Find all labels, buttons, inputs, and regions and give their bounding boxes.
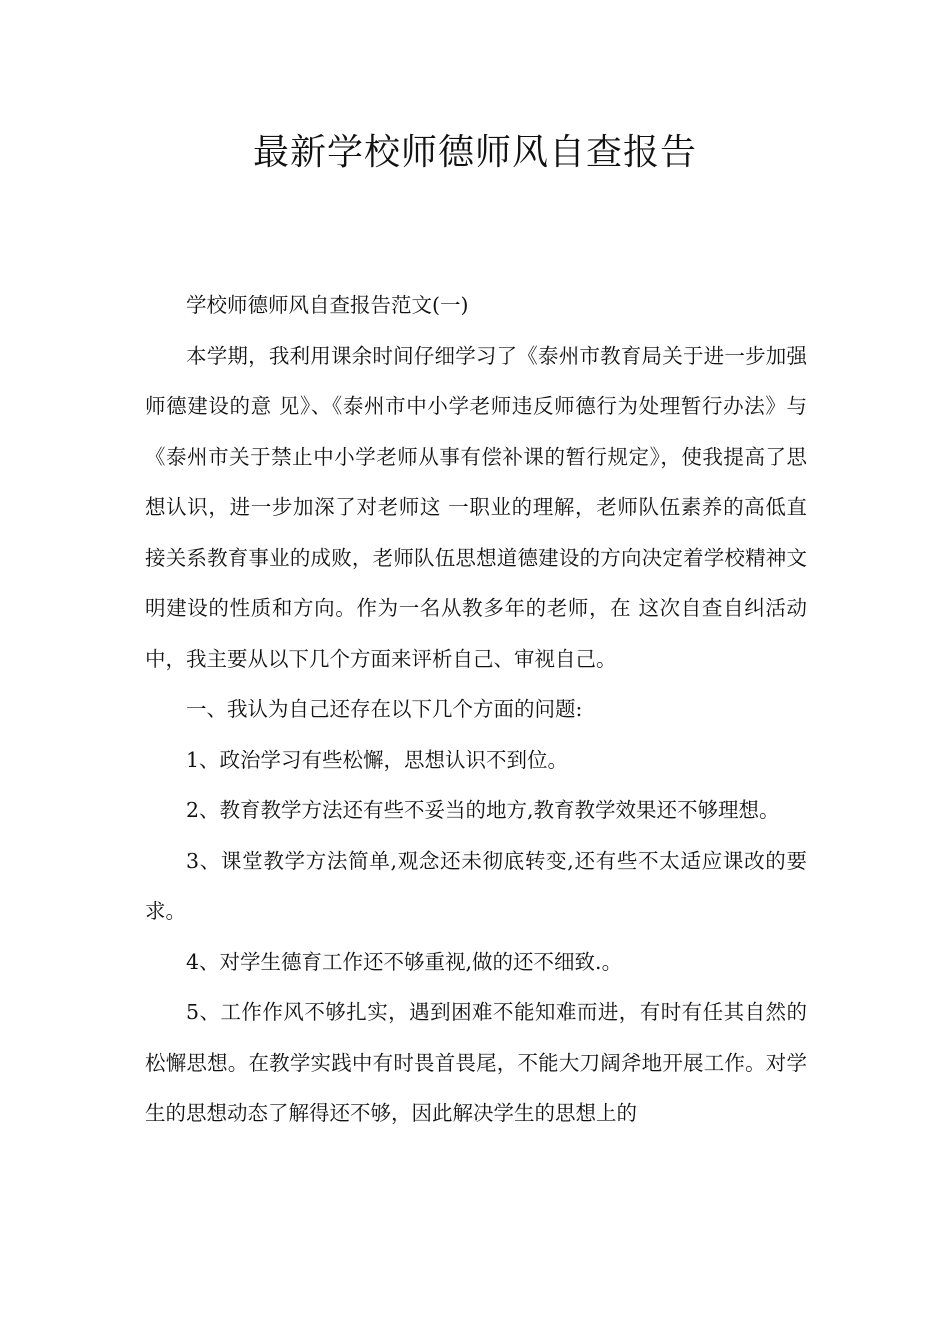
paragraph-item-1: 1、政治学习有些松懈，思想认识不到位。 — [186, 747, 569, 772]
document-body — [145, 280, 807, 1139]
paragraph-item-3: 3、课堂教学方法简单,观念还未彻底转变,还有些不太适应课改的要求。 — [145, 848, 807, 923]
paragraph-subtitle: 学校师德师风自查报告范文(一) — [186, 293, 469, 317]
paragraph-item-5: 5、工作作风不够扎实，遇到困难不能知难而进，有时有任其自然的松懈思想。在教学实践中有时畏首畏尾，不能大刀阔斧地开展工作。对学生的思想动态了解得还不够，因此解决学生的思想上的 — [145, 1000, 807, 1125]
paragraph-intro: 本学期，我利用课余时间仔细学习了《泰州市教育局关于进一步加强师德建设的意 见》、《泰州市中小学老师违反师德行为处理暂行办法》与《泰州市关于禁止中小学老师从事有偿补课的暂行规定》，使我提高了思想认识，进一步加深了对老师这 一职业的理解，老师队伍素养的高低直接关系教育事业的成败，老师队伍思想道德建设的方向决定着学校精神文明建设的性质和方向。作为一名从教多年的老师，在 这次自查自纠活动中，我主要从以下几个方面来评析自己、审视自己。 — [145, 343, 807, 671]
paragraph-section-heading: 一、我认为自己还存在以下几个方面的问题: — [186, 697, 583, 721]
paragraph-item-4: 4、对学生德育工作还不够重视,做的还不细致.。 — [186, 949, 623, 974]
paragraph-item-2: 2、教育教学方法还有些不妥当的地方,教育教学效果还不够理想。 — [186, 798, 780, 822]
document-title: 最新学校师德师风自查报告 — [252, 132, 697, 173]
